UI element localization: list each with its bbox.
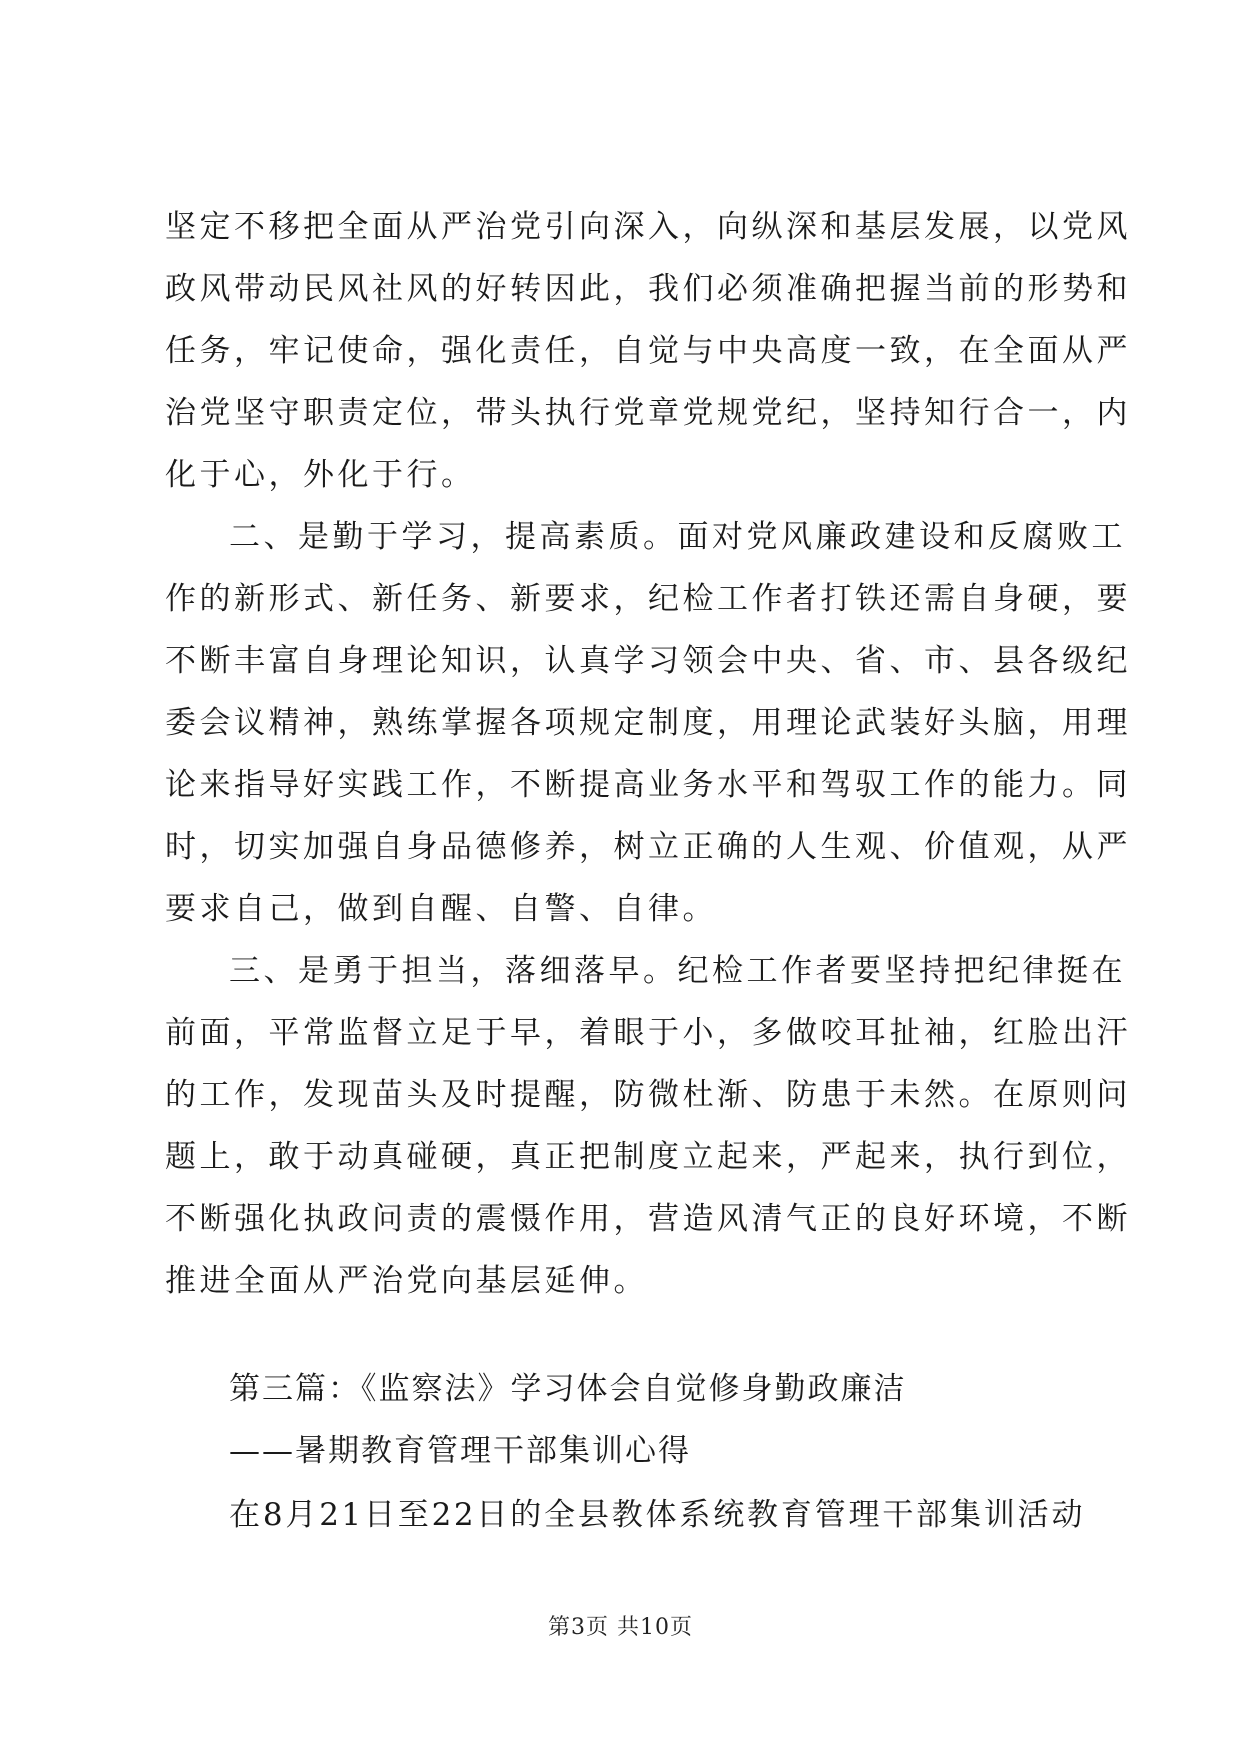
text-line: 要求自己，做到自醒、自警、自律。 bbox=[165, 891, 717, 927]
chapter-title: 第三篇：《监察法》学习体会自觉修身勤政廉洁 bbox=[229, 1371, 907, 1407]
text-line: 坚定不移把全面从严治党引向深入，向纵深和基层发展，以党风 bbox=[165, 209, 1131, 245]
text-line: 的工作，发现苗头及时提醒，防微杜渐、防患于未然。在原则问 bbox=[165, 1077, 1131, 1113]
closing-line: 在8月21日至22日的全县教体系统教育管理干部集训活动 bbox=[229, 1497, 1085, 1533]
paragraph-responsibility bbox=[165, 940, 1131, 1312]
page-number-footer: 第3页 共10页 bbox=[548, 1615, 693, 1640]
text-line: 不断强化执政问责的震慑作用，营造风清气正的良好环境，不断 bbox=[165, 1201, 1131, 1237]
text-line: 三、是勇于担当，落细落早。纪检工作者要坚持把纪律挺在 bbox=[229, 953, 1126, 989]
text-line: 政风带动民风社风的好转因此，我们必须准确把握当前的形势和 bbox=[165, 271, 1131, 307]
text-line: 时，切实加强自身品德修养，树立正确的人生观、价值观，从严 bbox=[165, 829, 1131, 865]
paragraph-study bbox=[165, 506, 1131, 940]
text-line: 论来指导好实践工作，不断提高业务水平和驾驭工作的能力。同 bbox=[165, 767, 1131, 803]
text-line: 推进全面从严治党向基层延伸。 bbox=[165, 1263, 648, 1299]
chapter-subtitle: ——暑期教育管理干部集训心得 bbox=[229, 1433, 691, 1469]
paragraph-continued bbox=[165, 196, 1131, 506]
document-body bbox=[165, 196, 1131, 1312]
text-line: 任务，牢记使命，强化责任，自觉与中央高度一致，在全面从严 bbox=[165, 333, 1131, 369]
text-line: 化于心，外化于行。 bbox=[165, 457, 476, 493]
text-line: 委会议精神，熟练掌握各项规定制度，用理论武装好头脑，用理 bbox=[165, 705, 1131, 741]
text-line: 治党坚守职责定位，带头执行党章党规党纪，坚持知行合一，内 bbox=[165, 395, 1131, 431]
chapter-heading bbox=[229, 1358, 907, 1482]
text-line: 不断丰富自身理论知识，认真学习领会中央、省、市、县各级纪 bbox=[165, 643, 1131, 679]
text-line: 题上，敢于动真碰硬，真正把制度立起来，严起来，执行到位， bbox=[165, 1139, 1131, 1175]
text-line: 二、是勤于学习，提高素质。面对党风廉政建设和反腐败工 bbox=[229, 519, 1126, 555]
text-line: 作的新形式、新任务、新要求，纪检工作者打铁还需自身硬，要 bbox=[165, 581, 1131, 617]
text-line: 前面，平常监督立足于早，着眼于小，多做咬耳扯袖，红脸出汗 bbox=[165, 1015, 1131, 1051]
